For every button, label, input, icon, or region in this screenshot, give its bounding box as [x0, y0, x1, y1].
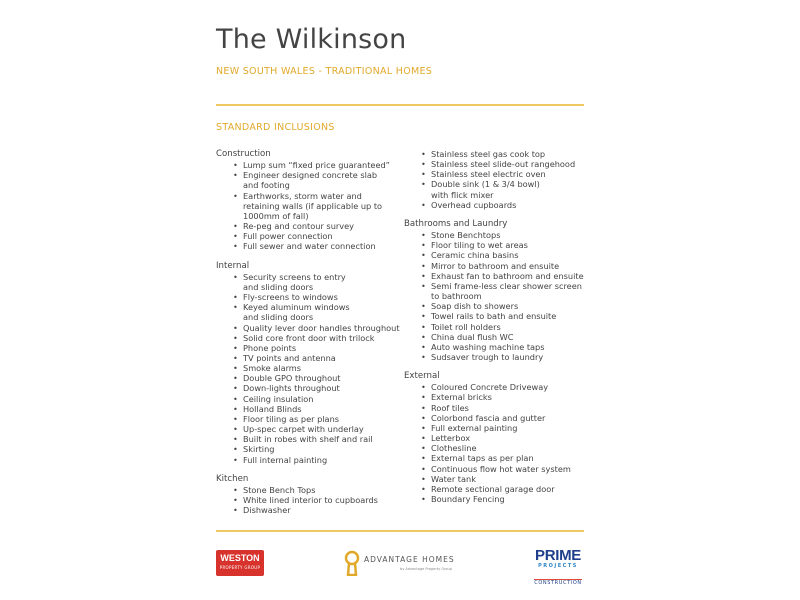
inclusion-group — [404, 371, 594, 504]
inclusion-list — [216, 485, 406, 515]
list-item — [216, 323, 406, 333]
list-item-line: • Boundary Fencing — [431, 494, 505, 504]
weston-logo-tag: PROPERTY GROUP — [219, 565, 261, 570]
group-title: Construction — [216, 149, 271, 159]
list-item — [216, 353, 406, 363]
page-title: The Wilkinson — [216, 24, 407, 55]
list-item — [216, 404, 406, 414]
list-item-line: • Full internal painting — [243, 454, 328, 465]
list-item-line: • Re-peg and contour survey — [243, 221, 354, 232]
advantage-homes-logo — [344, 550, 464, 576]
list-item-line: retaining walls (if applicable up to — [243, 200, 383, 211]
list-item — [404, 271, 594, 281]
group-title: External — [404, 371, 440, 382]
list-item-line: • Stone Benchtops — [431, 230, 501, 241]
inclusion-list — [404, 382, 594, 504]
list-item-line: • TV points and antenna — [243, 352, 336, 363]
list-item-line: • Security screens to entry — [243, 271, 346, 282]
list-item — [216, 363, 406, 373]
list-item-line: and footing — [243, 180, 290, 191]
list-item — [404, 311, 594, 321]
list-item — [216, 241, 406, 251]
list-item — [216, 333, 406, 343]
list-item-line: • China dual flush WC — [431, 331, 514, 342]
left-column — [216, 149, 406, 524]
list-item — [404, 403, 594, 413]
list-item-line: • Coloured Concrete Driveway — [431, 382, 549, 393]
list-item-line: • Clothesline — [431, 443, 477, 454]
list-item-line: • Smoke alarms — [243, 363, 302, 374]
list-item-line: • Phone points — [243, 342, 297, 353]
list-item — [404, 382, 594, 392]
list-item-line: • Stainless steel gas cook top — [431, 149, 546, 159]
list-item-line: • Roof tiles — [431, 402, 469, 413]
group-title: Bathrooms and Laundry — [404, 218, 508, 229]
inclusion-list — [216, 272, 406, 465]
list-item — [404, 392, 594, 402]
list-item — [404, 332, 594, 342]
list-item-line: • Water tank — [431, 473, 476, 484]
list-item — [216, 272, 406, 292]
list-item-line: • Floor tiling to wet areas — [431, 240, 528, 251]
advantage-logo-name: ADVANTAGE HOMES — [364, 555, 455, 564]
list-item-line: and sliding doors — [243, 312, 314, 323]
weston-logo-name: WESTON — [220, 553, 260, 563]
list-item — [404, 322, 594, 332]
list-item-line: • Ceiling insulation — [243, 393, 314, 404]
right-column — [404, 149, 594, 513]
list-item — [216, 394, 406, 404]
inclusion-group — [216, 474, 406, 516]
prime-projects-logo — [528, 547, 588, 586]
list-item — [216, 160, 406, 170]
group-title: Kitchen — [216, 473, 249, 484]
list-item — [404, 200, 594, 210]
list-item — [216, 495, 406, 505]
inclusion-group — [404, 149, 594, 210]
list-item-line: • Letterbox — [431, 433, 471, 444]
list-item-line: • Engineer designed concrete slab — [243, 170, 378, 181]
list-item-line: • External bricks — [431, 392, 492, 403]
list-item — [216, 191, 406, 221]
list-item-line: • Exhaust fan to bathroom and ensuite — [431, 270, 584, 281]
list-item — [404, 149, 594, 159]
list-item — [216, 424, 406, 434]
list-item — [216, 343, 406, 353]
list-item — [404, 352, 594, 362]
list-item-line: • Dishwasher — [243, 505, 291, 516]
list-item-line: • Colorbond fascia and gutter — [431, 412, 546, 423]
list-item — [404, 494, 594, 504]
list-item-line: • Auto washing machine taps — [431, 341, 545, 352]
list-item-line: • Continuous flow hot water system — [431, 463, 571, 474]
list-item — [216, 373, 406, 383]
list-item-line: • Full power connection — [243, 231, 333, 242]
list-item — [216, 231, 406, 241]
list-item — [404, 179, 594, 199]
list-item-line: • Double sink (1 & 3/4 bowl) — [431, 179, 540, 190]
inclusion-list — [216, 160, 406, 251]
list-item-line: • Quality lever door handles throughout — [243, 322, 400, 333]
list-item-line: • Double GPO throughout — [243, 373, 341, 384]
prime-logo-sub: PROJECTS — [538, 563, 578, 569]
list-item-line: • Down-lights throughout — [243, 383, 340, 394]
list-item-line: • Stone Bench Tops — [243, 484, 316, 495]
list-item — [404, 423, 594, 433]
logo-bar — [0, 540, 800, 590]
list-item — [216, 292, 406, 302]
inclusion-list — [404, 230, 594, 362]
list-item — [216, 455, 406, 465]
list-item — [216, 434, 406, 444]
list-item — [404, 464, 594, 474]
list-item — [404, 159, 594, 169]
inclusion-group — [216, 149, 406, 252]
list-item-line: • Full external painting — [431, 422, 518, 433]
list-item — [404, 281, 594, 301]
list-item — [404, 413, 594, 423]
list-item-line: • Ceramic china basins — [431, 250, 519, 261]
list-item-line: • Towel rails to bath and ensuite — [431, 311, 557, 322]
prime-logo-tag: CONSTRUCTION — [534, 580, 582, 586]
list-item-line: • Built in robes with shelf and rail — [243, 434, 373, 445]
list-item-line: • Lump sum “fixed price guaranteed” — [243, 160, 390, 171]
list-item — [404, 250, 594, 260]
list-item — [404, 484, 594, 494]
list-item — [404, 474, 594, 484]
list-item-line: • White lined interior to cupboards — [243, 495, 378, 505]
page-subtitle: NEW SOUTH WALES - TRADITIONAL HOMES — [216, 66, 433, 77]
list-item-line: • Soap dish to showers — [431, 301, 519, 312]
list-item-line: • External taps as per plan — [431, 453, 534, 464]
list-item-line: • Holland Blinds — [243, 403, 302, 414]
list-item-line: • Floor tiling as per plans — [243, 413, 340, 424]
list-item — [404, 443, 594, 453]
list-item — [404, 261, 594, 271]
list-item-line: and sliding doors — [243, 281, 314, 292]
list-item — [216, 302, 406, 322]
list-item — [216, 170, 406, 190]
section-heading: STANDARD INCLUSIONS — [216, 122, 335, 133]
list-item — [216, 485, 406, 495]
list-item — [404, 230, 594, 240]
group-title: Internal — [216, 260, 250, 271]
bottom-divider — [216, 530, 584, 532]
weston-logo — [216, 550, 264, 576]
list-item — [216, 505, 406, 515]
list-item — [216, 221, 406, 231]
list-item — [404, 433, 594, 443]
list-item-line: • Solid core front door with trilock — [243, 332, 375, 343]
list-item-line: • Mirror to bathroom and ensuite — [431, 260, 560, 271]
advantage-logo-tag: by Advantage Property Group — [400, 567, 452, 571]
list-item-line: • Earthworks, storm water and — [243, 190, 362, 201]
list-item-line: • Stainless steel electric oven — [431, 169, 546, 180]
list-item-line: • Skirting — [243, 444, 275, 455]
list-item — [404, 342, 594, 352]
list-item-line: • Stainless steel slide-out rangehood — [431, 159, 576, 170]
list-item-line: • Full sewer and water connection — [243, 241, 376, 252]
list-item-line: • Keyed aluminum windows — [243, 302, 350, 313]
list-item — [216, 444, 406, 454]
top-divider — [216, 104, 584, 106]
list-item — [216, 414, 406, 424]
prime-logo-name: PRIME — [534, 547, 581, 564]
list-item — [216, 383, 406, 393]
list-item-line: • Remote sectional garage door — [431, 483, 555, 494]
list-item — [404, 301, 594, 311]
inclusion-list — [404, 149, 594, 210]
list-item-line: • Up-spec carpet with underlay — [243, 424, 364, 435]
list-item-line: • Toilet roll holders — [431, 321, 501, 332]
list-item — [404, 453, 594, 463]
list-item — [404, 240, 594, 250]
inclusion-group — [404, 219, 594, 362]
keyhole-icon — [344, 550, 360, 576]
list-item-line: • Semi frame-less clear shower screen — [431, 280, 582, 291]
list-item-line: • Overhead cupboards — [431, 199, 517, 210]
list-item-line: to bathroom — [431, 291, 482, 302]
list-item-line: 1000mm of fall) — [243, 210, 309, 221]
list-item — [404, 169, 594, 179]
list-item-line: • Fly-screens to windows — [243, 292, 338, 303]
list-item-line: • Sudsaver trough to laundry — [431, 351, 544, 362]
inclusion-group — [216, 261, 406, 465]
list-item-line: with flick mixer — [431, 189, 494, 200]
